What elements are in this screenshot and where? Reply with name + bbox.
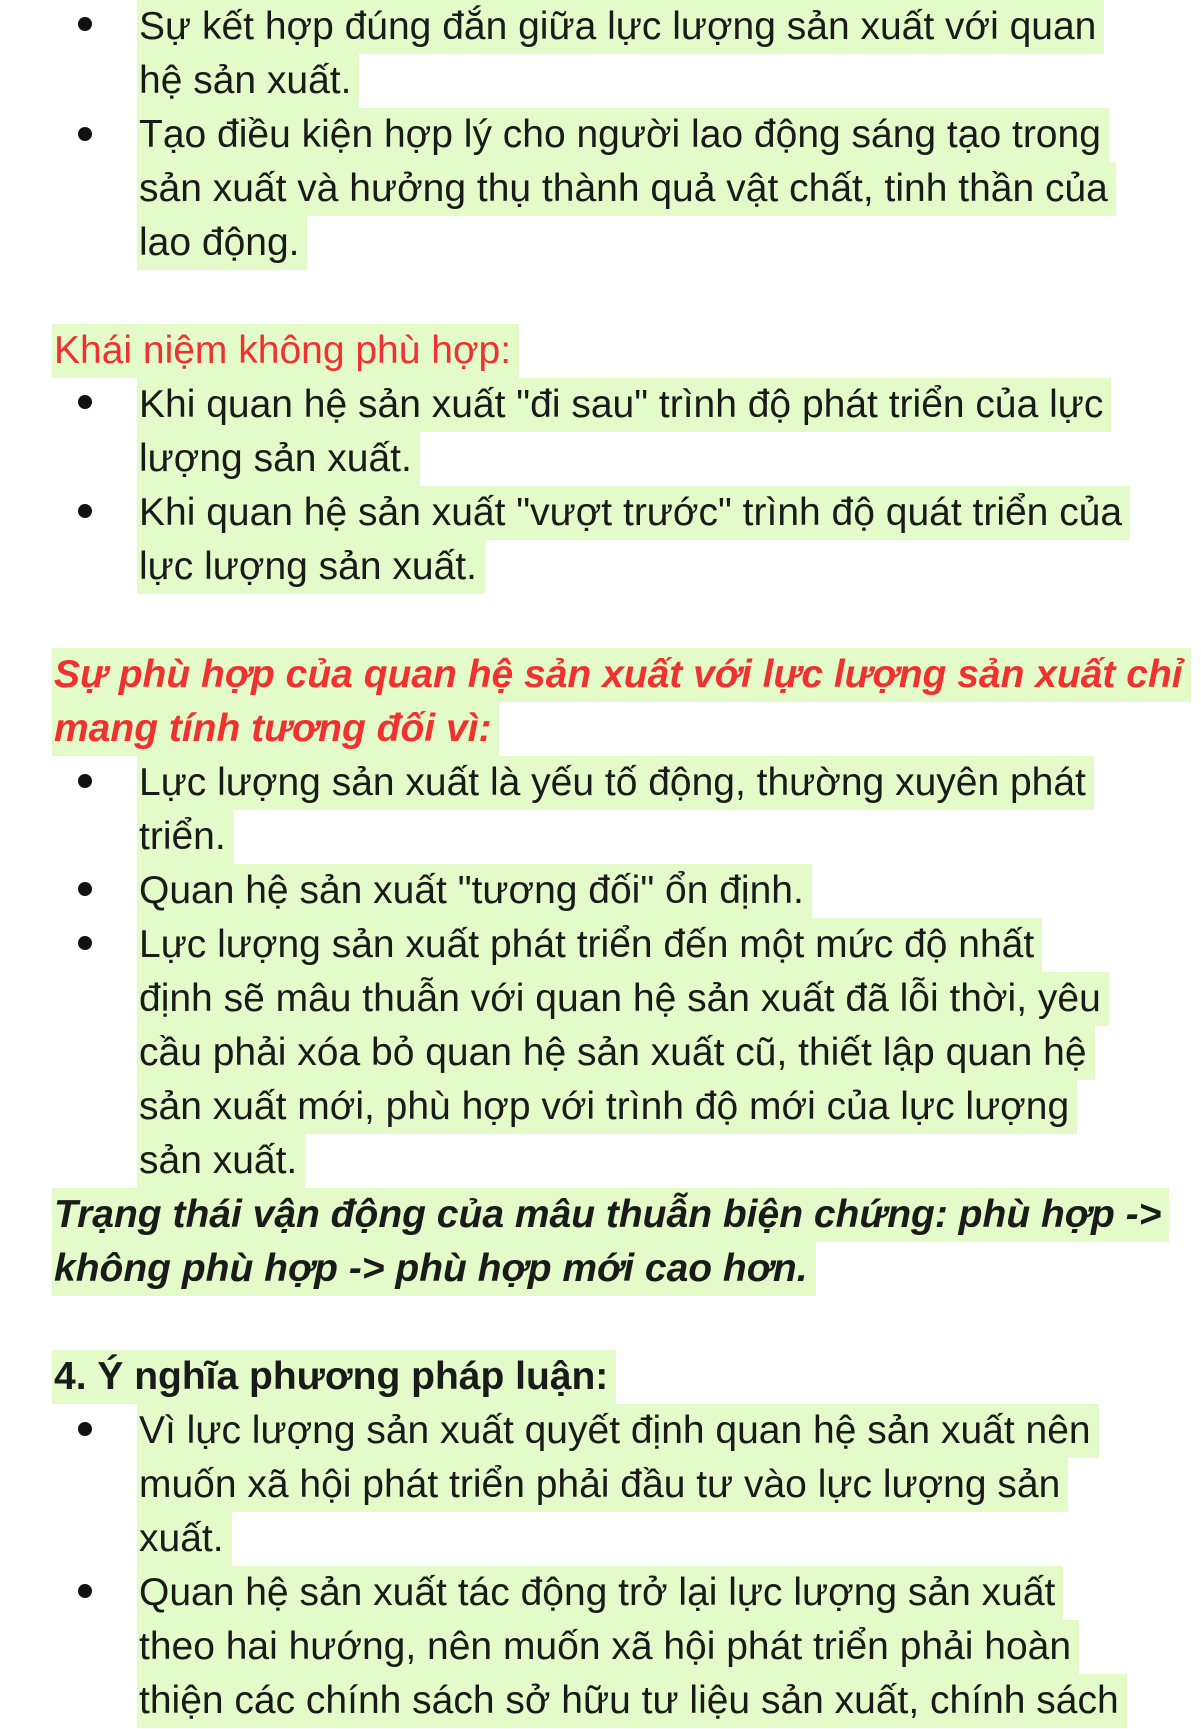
list-item-line: Lực lượng sản xuất là yếu tố động, thường xuyên phát (137, 756, 1094, 810)
list-item-line: thiện các chính sách sở hữu tư liệu sản xuất, chính sách (137, 1674, 1127, 1728)
list-item-line: xuất. (137, 1512, 232, 1566)
list-item-line: lực lượng sản xuất. (137, 540, 485, 594)
list-item-line: sản xuất mới, phù hợp với trình độ mới của lực lượng (137, 1080, 1077, 1134)
section-heading-khai-niem: Khái niệm không phù hợp: (52, 324, 519, 378)
list-item-line: định sẽ mâu thuẫn với quan hệ sản xuất đã lỗi thời, yêu (137, 972, 1109, 1026)
section-heading-su-phu-hop-cont: mang tính tương đối vì: (52, 702, 499, 756)
bullet-icon (78, 936, 92, 950)
list-item-line: sản xuất. (137, 1134, 305, 1188)
list-item-line: sản xuất và hưởng thụ thành quả vật chất, tinh thần của (137, 162, 1116, 216)
bullet-icon (78, 17, 92, 31)
list-item-line: Lực lượng sản xuất phát triển đến một mức độ nhất (137, 918, 1042, 972)
list-item-line: Sự kết hợp đúng đắn giữa lực lượng sản xuất với quan (137, 0, 1104, 54)
list-item-line: Quan hệ sản xuất "tương đối" ổn định. (137, 864, 812, 918)
list-item-line: hệ sản xuất. (137, 54, 359, 108)
bullet-icon (78, 127, 92, 141)
section-heading-su-phu-hop: Sự phù hợp của quan hệ sản xuất với lực lượng sản xuất chỉ (52, 648, 1191, 702)
list-item-line: Khi quan hệ sản xuất "đi sau" trình độ phát triển của lực (137, 378, 1111, 432)
list-item-line: Khi quan hệ sản xuất "vượt trước" trình độ quát triển của (137, 486, 1130, 540)
list-item-line: lượng sản xuất. (137, 432, 420, 486)
list-item-line: triển. (137, 810, 234, 864)
list-item-line: Quan hệ sản xuất tác động trở lại lực lượng sản xuất (137, 1566, 1063, 1620)
list-item-line: cầu phải xóa bỏ quan hệ sản xuất cũ, thiết lập quan hệ (137, 1026, 1095, 1080)
list-item-line: Tạo điều kiện hợp lý cho người lao động sáng tạo trong (137, 108, 1109, 162)
list-item-line: Vì lực lượng sản xuất quyết định quan hệ sản xuất nên (137, 1404, 1099, 1458)
bullet-icon (78, 504, 92, 518)
list-item-line: lao động. (137, 216, 307, 270)
section-heading-y-nghia: 4. Ý nghĩa phương pháp luận: (52, 1350, 616, 1404)
bullet-icon (78, 1422, 92, 1436)
list-item-line: muốn xã hội phát triển phải đầu tư vào lực lượng sản (137, 1458, 1068, 1512)
list-item-line: theo hai hướng, nên muốn xã hội phát triển phải hoàn (137, 1620, 1079, 1674)
conclusion-text: Trạng thái vận động của mâu thuẫn biện chứng: phù hợp -> (52, 1188, 1169, 1242)
bullet-icon (78, 1584, 92, 1598)
bullet-icon (78, 774, 92, 788)
bullet-icon (78, 395, 92, 409)
bullet-icon (78, 882, 92, 896)
conclusion-text-cont: không phù hợp -> phù hợp mới cao hơn. (52, 1242, 816, 1296)
